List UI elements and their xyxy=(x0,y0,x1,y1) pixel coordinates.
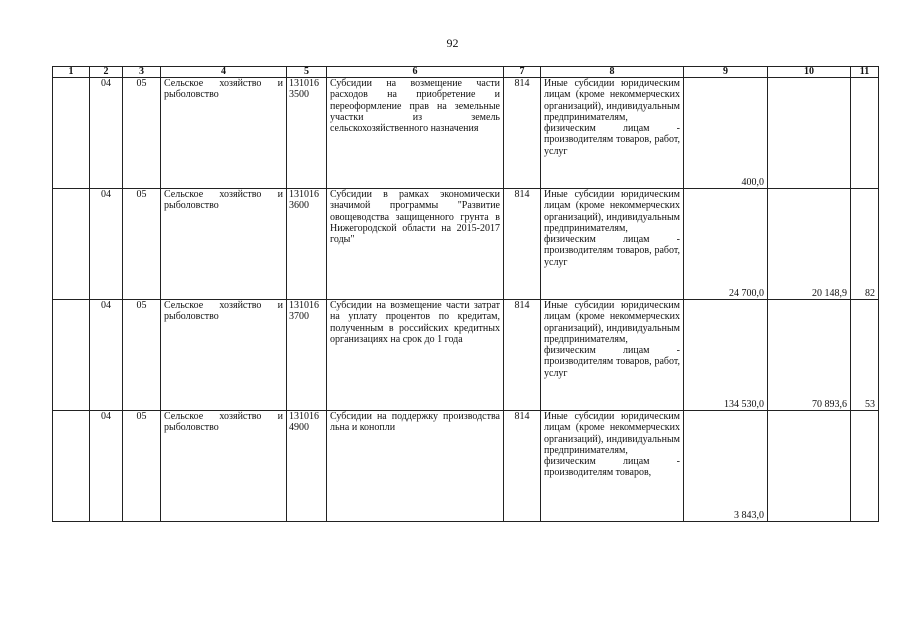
cell-empty xyxy=(53,189,90,300)
cell-section-name: Сельское хозяйство и рыболовство xyxy=(161,300,287,411)
table-row xyxy=(53,189,879,300)
cell-plan-amount: 134 530,0 xyxy=(684,300,768,411)
cell-empty xyxy=(53,300,90,411)
cell-empty xyxy=(53,411,90,522)
column-header: 5 xyxy=(287,67,327,78)
column-header: 3 xyxy=(123,67,161,78)
cell-section-name: Сельское хозяйство и рыболовство xyxy=(161,189,287,300)
cell-expense-type: 814 xyxy=(504,300,541,411)
column-header: 6 xyxy=(327,67,504,78)
column-header: 9 xyxy=(684,67,768,78)
cell-percent xyxy=(851,78,879,189)
cell-description: Субсидии на возмещение части затрат на уплату процентов по кредитам, полученным в российских кредитных организациях на срок до 1 года xyxy=(327,300,504,411)
cell-section-name: Сельское хозяйство и рыболовство xyxy=(161,78,287,189)
page-number: 92 xyxy=(446,36,459,50)
cell-target-code xyxy=(287,300,327,411)
cell-section-code: 04 xyxy=(90,300,123,411)
cell-section-code: 04 xyxy=(90,411,123,522)
cell-expense-type: 814 xyxy=(504,411,541,522)
cell-description: Субсидии на возмещение части расходов на приобретение и переоформление прав на земельные участки из земель сельскохозяйственного назначения xyxy=(327,78,504,189)
cell-target-code xyxy=(287,189,327,300)
target-code-part1: 131016 xyxy=(289,300,319,311)
cell-description: Субсидии на поддержку производства льна и конопли xyxy=(327,411,504,522)
cell-description: Субсидии в рамках экономически значимой программы "Развитие овощеводства защищенного грунта в Нижегородской области на 2015-2017 годы" xyxy=(327,189,504,300)
budget-table xyxy=(52,66,879,522)
cell-plan-amount: 400,0 xyxy=(684,78,768,189)
cell-recipient: Иные субсидии юридическим лицам (кроме некоммерческих организаций), индивидуальным предпринимателям, физическим лицам - производителям товаров, xyxy=(541,411,684,522)
cell-recipient: Иные субсидии юридическим лицам (кроме некоммерческих организаций), индивидуальным предпринимателям, физическим лицам - производителям товаров, работ, услуг xyxy=(541,300,684,411)
target-code-part2: 4900 xyxy=(289,422,309,434)
cell-target-code xyxy=(287,411,327,522)
table-row xyxy=(53,300,879,411)
table-row xyxy=(53,411,879,522)
column-header: 4 xyxy=(161,67,287,78)
column-header: 2 xyxy=(90,67,123,78)
cell-subsection-code: 05 xyxy=(123,411,161,522)
cell-recipient: Иные субсидии юридическим лицам (кроме некоммерческих организаций), индивидуальным предпринимателям, физическим лицам - производителям товаров, работ, услуг xyxy=(541,189,684,300)
target-code-part1: 131016 xyxy=(289,78,319,89)
cell-section-code: 04 xyxy=(90,189,123,300)
column-header: 11 xyxy=(851,67,879,78)
cell-actual-amount: 20 148,9 xyxy=(768,189,851,300)
column-header: 1 xyxy=(53,67,90,78)
cell-subsection-code: 05 xyxy=(123,300,161,411)
column-header: 8 xyxy=(541,67,684,78)
cell-recipient: Иные субсидии юридическим лицам (кроме некоммерческих организаций), индивидуальным предпринимателям, физическим лицам - производителям товаров, работ, услуг xyxy=(541,78,684,189)
cell-actual-amount xyxy=(768,78,851,189)
table-row xyxy=(53,78,879,189)
target-code-part1: 131016 xyxy=(289,411,319,422)
column-number-row xyxy=(53,67,879,78)
cell-plan-amount: 24 700,0 xyxy=(684,189,768,300)
cell-section-code: 04 xyxy=(90,78,123,189)
cell-actual-amount xyxy=(768,411,851,522)
target-code-part1: 131016 xyxy=(289,189,319,200)
target-code-part2: 3500 xyxy=(289,89,309,101)
cell-expense-type: 814 xyxy=(504,78,541,189)
cell-section-name: Сельское хозяйство и рыболовство xyxy=(161,411,287,522)
cell-subsection-code: 05 xyxy=(123,78,161,189)
cell-actual-amount: 70 893,6 xyxy=(768,300,851,411)
cell-empty xyxy=(53,78,90,189)
target-code-part2: 3600 xyxy=(289,200,309,212)
cell-percent xyxy=(851,411,879,522)
cell-target-code xyxy=(287,78,327,189)
column-header: 10 xyxy=(768,67,851,78)
cell-expense-type: 814 xyxy=(504,189,541,300)
cell-percent: 82 xyxy=(851,189,879,300)
column-header: 7 xyxy=(504,67,541,78)
target-code-part2: 3700 xyxy=(289,311,309,323)
cell-plan-amount: 3 843,0 xyxy=(684,411,768,522)
cell-percent: 53 xyxy=(851,300,879,411)
cell-subsection-code: 05 xyxy=(123,189,161,300)
